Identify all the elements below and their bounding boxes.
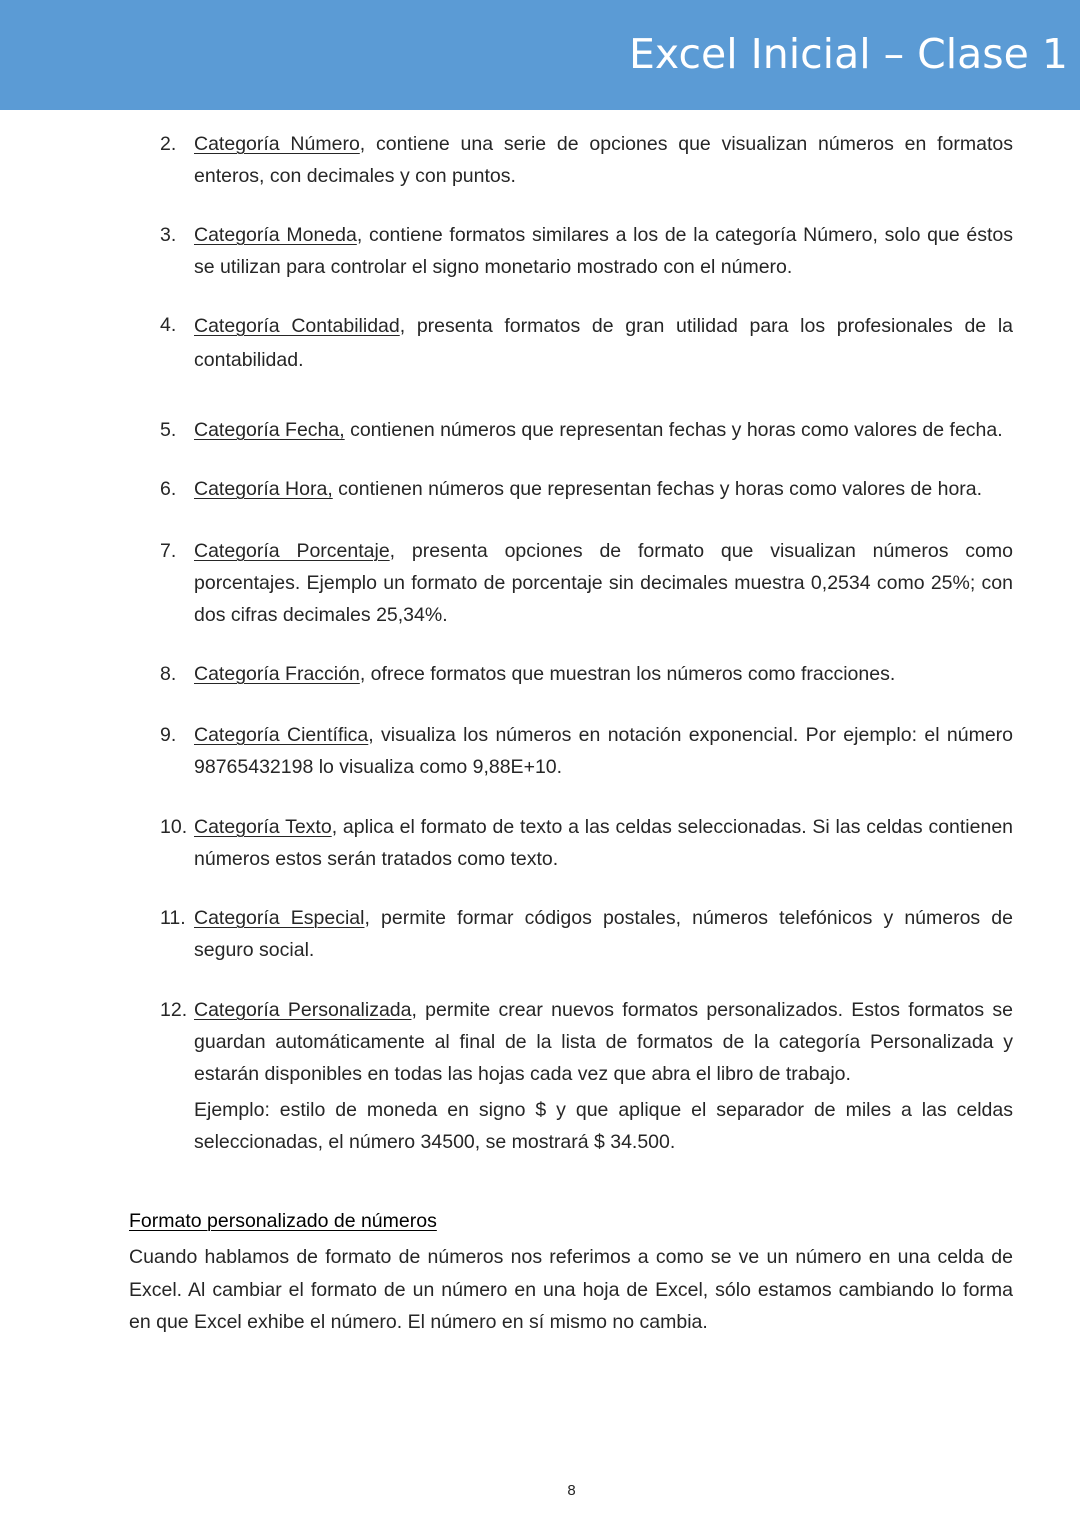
category-description: contienen números que representan fechas y horas como valores de hora.	[332, 478, 983, 500]
category-description: , presenta opciones de formato que visualizan números como porcentajes. Ejemplo un formato de porcentaje sin decimales muestra 0,2534 como 25%; con dos cifras decimales 25,34%.	[194, 540, 1013, 626]
category-name: Categoría Contabilidad	[194, 315, 400, 337]
list-item-text	[194, 414, 1013, 446]
category-name: Categoría Fecha,	[194, 419, 345, 441]
list-item	[160, 219, 1013, 283]
category-name: Categoría Personalizada	[194, 999, 412, 1021]
category-name: Categoría Científica	[194, 724, 369, 746]
list-item-text	[194, 473, 1013, 505]
category-description: , visualiza los números en notación exponencial. Por ejemplo: el número 98765432198 lo visualiza como 9,88E+10.	[194, 724, 1013, 778]
list-item	[160, 902, 1013, 966]
list-item-number: 12.	[160, 999, 188, 1021]
list-item	[160, 473, 1013, 505]
category-description: , ofrece formatos que muestran los números como fracciones.	[359, 663, 896, 685]
list-item-number: 2.	[160, 133, 177, 155]
category-name: Categoría Número	[194, 133, 360, 155]
list-item-text	[194, 902, 1013, 966]
category-description: , contiene una serie de opciones que visualizan números en formatos enteros, con decimales y con puntos.	[194, 133, 1013, 187]
list-item	[160, 535, 1013, 631]
category-name: Categoría Hora,	[194, 478, 333, 500]
list-item	[160, 414, 1013, 446]
category-description: , permite crear nuevos formatos personalizados. Estos formatos se guardan automáticamente al final de la lista de formatos de la categoría Personalizada y estarán disponibles en todas las hojas cada vez que abra el libro de trabajo.	[194, 999, 1013, 1085]
category-name: Categoría Porcentaje	[194, 540, 390, 562]
list-item-text	[194, 219, 1013, 283]
header-bar	[0, 0, 1080, 110]
section-title: Formato personalizado de números	[129, 1210, 437, 1232]
category-description: , presenta formatos de gran utilidad para los profesionales de la contabilidad.	[194, 315, 1013, 371]
list-item-number: 7.	[160, 540, 177, 562]
list-item-text	[194, 309, 1013, 377]
list-item-number: 3.	[160, 224, 177, 246]
list-item-number: 11.	[160, 907, 186, 929]
category-description: , permite formar códigos postales, números telefónicos y números de seguro social.	[194, 907, 1013, 961]
list-item	[160, 811, 1013, 875]
list-item	[160, 994, 1013, 1158]
category-name: Categoría Especial	[194, 907, 365, 929]
list-item-text	[194, 811, 1013, 875]
page-number: 8	[567, 1482, 576, 1499]
list-item	[160, 128, 1013, 192]
section-body: Cuando hablamos de formato de números nos referimos a como se ve un número en una celda de Excel. Al cambiar el formato de un número en una hoja de Excel, sólo estamos cambiando lo forma en que Excel exhibe el número. El número en sí mismo no cambia.	[129, 1246, 1013, 1333]
header-title: Excel Inicial – Clase 1	[629, 30, 1068, 78]
list-item-text	[194, 658, 1013, 690]
list-item-number: 6.	[160, 478, 177, 500]
list-item-number: 5.	[160, 419, 177, 441]
category-name: Categoría Moneda	[194, 224, 357, 246]
category-description: contienen números que representan fechas y horas como valores de fecha.	[344, 419, 1003, 441]
category-description: , contiene formatos similares a los de la categoría Número, solo que éstos se utilizan para controlar el signo monetario mostrado con el número.	[194, 224, 1013, 278]
list-item-number: 10.	[160, 816, 188, 838]
list-item	[160, 309, 1013, 377]
list-item-text	[194, 535, 1013, 631]
list-item	[160, 658, 1013, 690]
list-item-text	[194, 719, 1013, 783]
example-paragraph: Ejemplo: estilo de moneda en signo $ y que aplique el separador de miles a las celdas seleccionadas, el número 34500, se mostrará $ 34.500.	[194, 1099, 1013, 1153]
list-item-number: 4.	[160, 314, 177, 336]
list-item-number: 9.	[160, 724, 177, 746]
list-item	[160, 719, 1013, 783]
category-description: , aplica el formato de texto a las celdas seleccionadas. Si las celdas contienen números estos serán tratados como texto.	[194, 816, 1014, 870]
list-item-text	[194, 994, 1013, 1090]
category-name: Categoría Texto	[194, 816, 332, 838]
category-name: Categoría Fracción	[194, 663, 360, 685]
list-item-text	[194, 128, 1013, 192]
list-item-number: 8.	[160, 663, 177, 685]
